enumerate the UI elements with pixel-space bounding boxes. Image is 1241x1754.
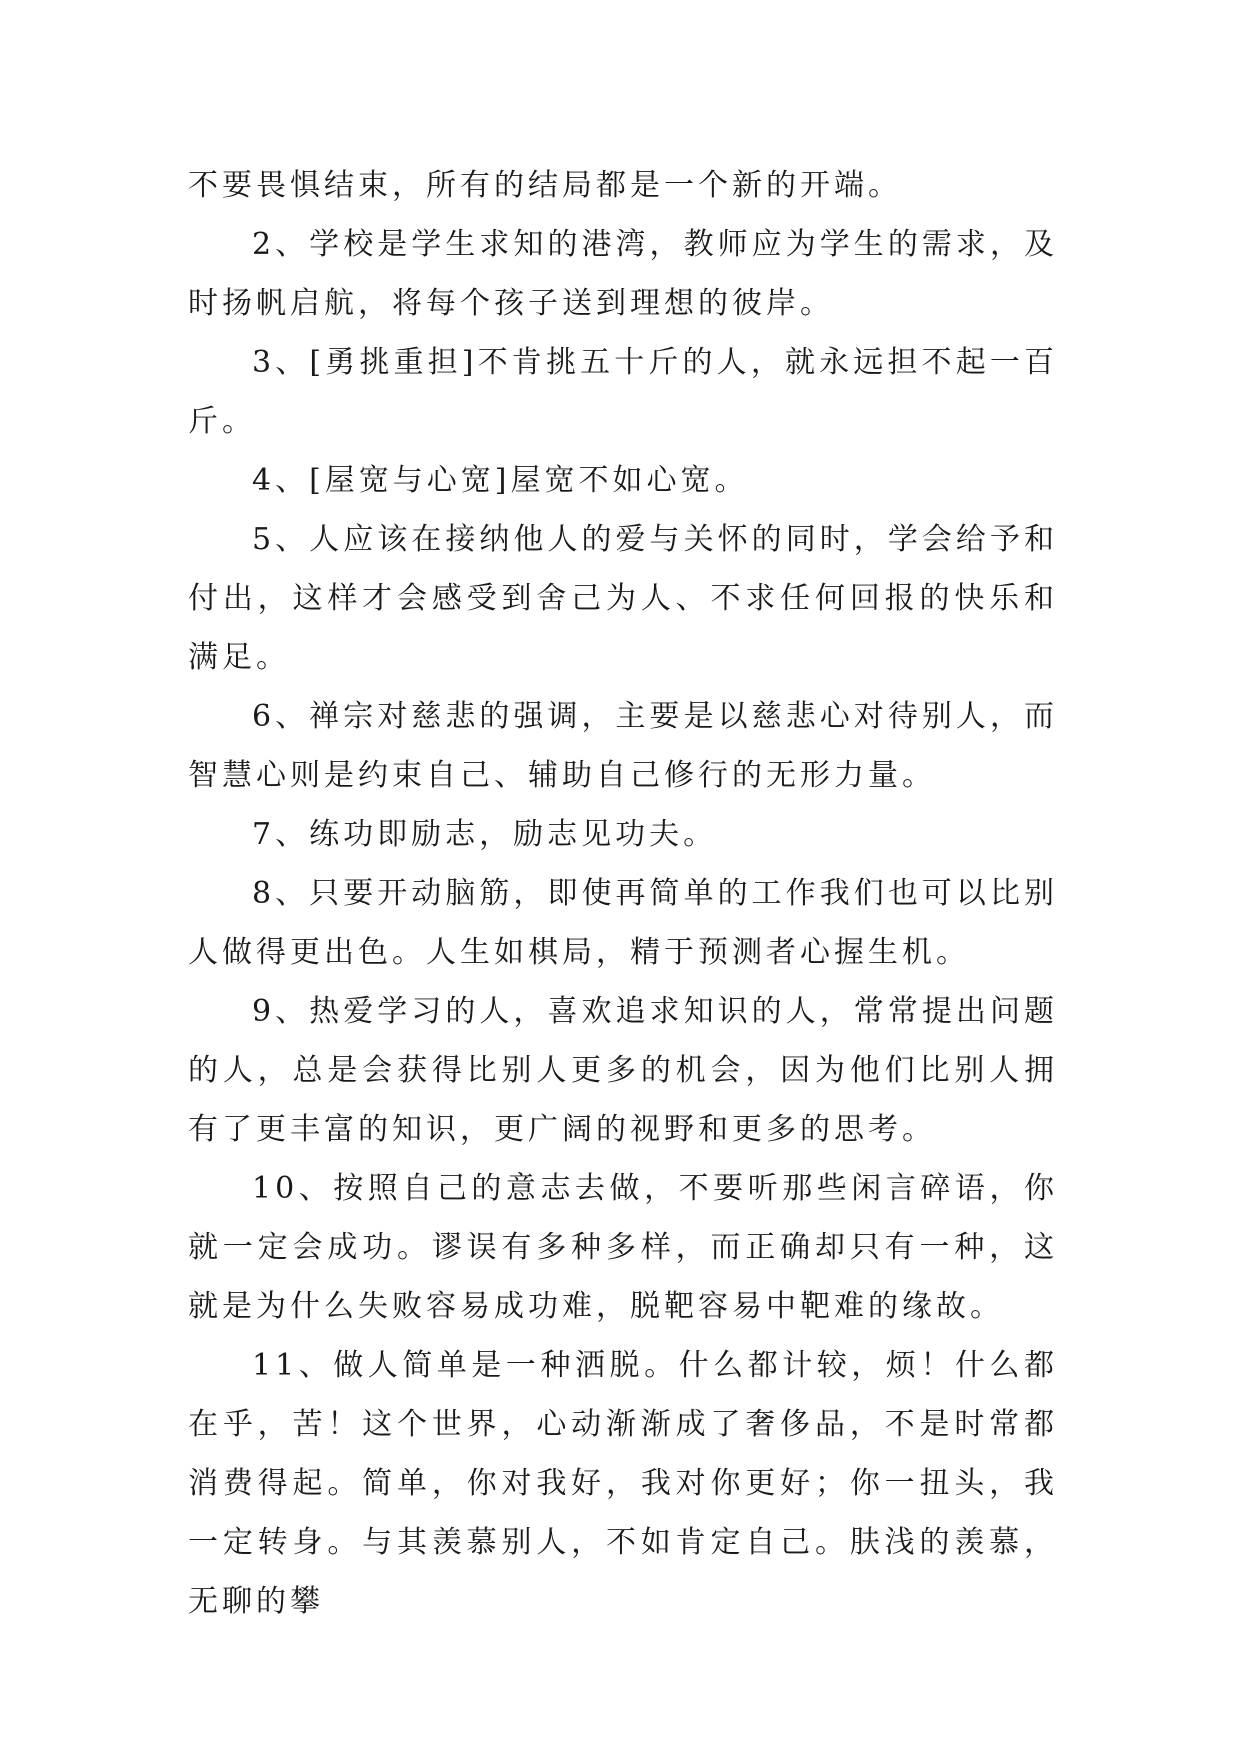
paragraph-item-11: 11、做人简单是一种洒脱。什么都计较，烦！什么都在乎，苦！这个世界，心动渐渐成了奢侈品，不是时常都消费得起。简单，你对我好，我对你更好；你一扭头，我一定转身。与其羡慕别人，不如肯定自己。肤浅的羡慕，无聊的攀 xyxy=(188,1348,1058,1619)
paragraph-item-4: 4、[屋宽与心宽]屋宽不如心宽。 xyxy=(252,463,749,498)
paragraph-item-5: 5、人应该在接纳他人的爱与关怀的同时，学会给予和付出，这样才会感受到舍己为人、不求任何回报的快乐和满足。 xyxy=(188,522,1058,675)
paragraph-item-7: 7、练功即励志，励志见功夫。 xyxy=(252,817,718,852)
paragraph-item-6: 6、禅宗对慈悲的强调，主要是以慈悲心对待别人，而智慧心则是约束自己、辅助自己修行的无形力量。 xyxy=(188,699,1058,793)
document-body xyxy=(188,156,1058,1631)
paragraph-item-8: 8、只要开动脑筋，即使再简单的工作我们也可以比别人做得更出色。人生如棋局，精于预测者心握生机。 xyxy=(188,876,1058,970)
paragraph-item-10: 10、按照自己的意志去做，不要听那些闲言碎语，你就一定会成功。谬误有多种多样，而正确却只有一种，这就是为什么失败容易成功难，脱靶容易中靶难的缘故。 xyxy=(188,1171,1058,1324)
paragraph-item-9: 9、热爱学习的人，喜欢追求知识的人，常常提出问题的人，总是会获得比别人更多的机会，因为他们比别人拥有了更丰富的知识，更广阔的视野和更多的思考。 xyxy=(188,994,1058,1147)
paragraph-continuation: 不要畏惧结束，所有的结局都是一个新的开端。 xyxy=(188,168,902,203)
paragraph-item-2: 2、学校是学生求知的港湾，教师应为学生的需求，及时扬帆启航，将每个孩子送到理想的彼岸。 xyxy=(188,227,1058,321)
paragraph-item-3: 3、[勇挑重担]不肯挑五十斤的人，就永远担不起一百斤。 xyxy=(188,345,1058,439)
